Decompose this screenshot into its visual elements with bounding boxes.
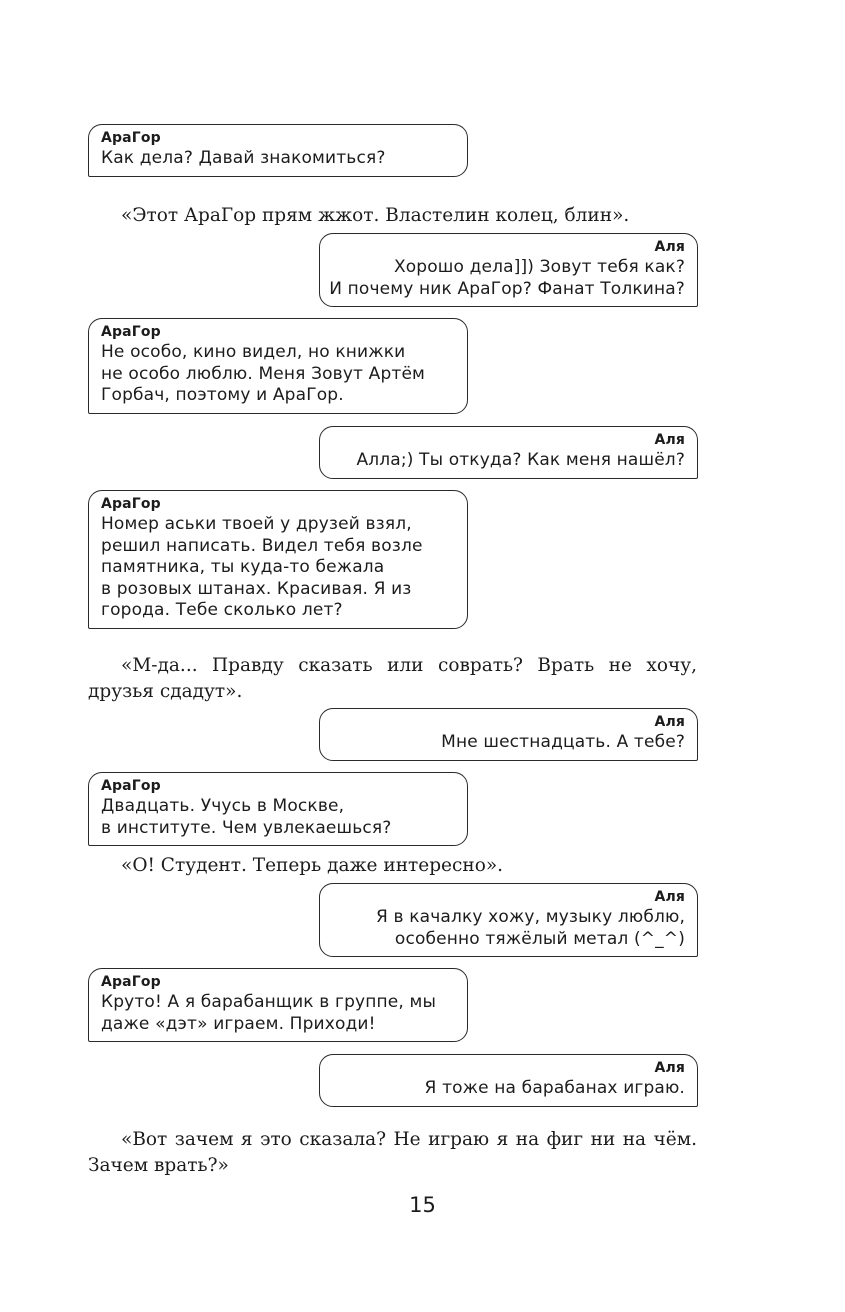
sender-name: АраГор [101, 324, 161, 340]
narration-paragraph: «Этот АраГор прям жжот. Властелин колец, блин». [121, 205, 630, 226]
message-text: Двадцать. Учусь в Москве, в институте. Чем увлекаешься? [101, 796, 392, 838]
narration-paragraph: «М-да... Правду сказать или соврать? Врать не хочу, друзья сдадут». [88, 655, 697, 702]
sender-name: Аля [654, 1060, 685, 1076]
chat-bubble-incoming [88, 124, 468, 177]
message-text: Мне шестнадцать. А тебе? [441, 732, 685, 752]
narration-paragraph: «О! Студент. Теперь даже интересно». [121, 855, 504, 876]
sender-name: Аля [654, 889, 685, 905]
sender-name: АраГор [101, 130, 161, 146]
sender-name: Аля [654, 239, 685, 255]
chat-bubble-outgoing [319, 883, 698, 957]
message-text: Как дела? Давай знакомиться? [101, 148, 386, 168]
chat-bubble-incoming [88, 968, 468, 1042]
message-text: Не особо, кино видел, но книжки не особо люблю. Меня Зовут Артём Горбач, поэтому и АраГор. [101, 342, 426, 405]
chat-bubble-incoming [88, 772, 468, 846]
message-text: Я в качалку хожу, музыку люблю, особенно тяжёлый метал (^_^) [376, 907, 685, 949]
narration-paragraph: «Вот зачем я это сказала? Не играю я на фиг ни на чём. Зачем врать?» [88, 1129, 697, 1176]
message-text: Хорошо дела]]) Зовут тебя как? И почему ник АраГор? Фанат Толкина? [329, 257, 685, 299]
page-number: 15 [409, 1193, 436, 1217]
sender-name: Аля [654, 714, 685, 730]
message-text: Номер аськи твоей у друзей взял, решил написать. Видел тебя возле памятника, ты куда-то бежала в розовых штанах. Красивая. Я из города. Тебе сколько лет? [101, 514, 423, 620]
message-text: Алла;) Ты откуда? Как меня нашёл? [356, 450, 685, 470]
chat-bubble-outgoing [319, 708, 698, 761]
sender-name: АраГор [101, 496, 161, 512]
chat-bubble-incoming [88, 318, 468, 414]
sender-name: Аля [654, 432, 685, 448]
sender-name: АраГор [101, 778, 161, 794]
sender-name: АраГор [101, 974, 161, 990]
chat-bubble-outgoing [319, 233, 698, 307]
chat-bubble-outgoing [319, 1054, 698, 1107]
message-text: Я тоже на барабанах играю. [424, 1078, 685, 1098]
message-text: Круто! А я барабанщик в группе, мы даже «дэт» играем. Приходи! [101, 992, 437, 1034]
chat-bubble-outgoing [319, 426, 698, 479]
chat-bubble-incoming [88, 490, 468, 629]
